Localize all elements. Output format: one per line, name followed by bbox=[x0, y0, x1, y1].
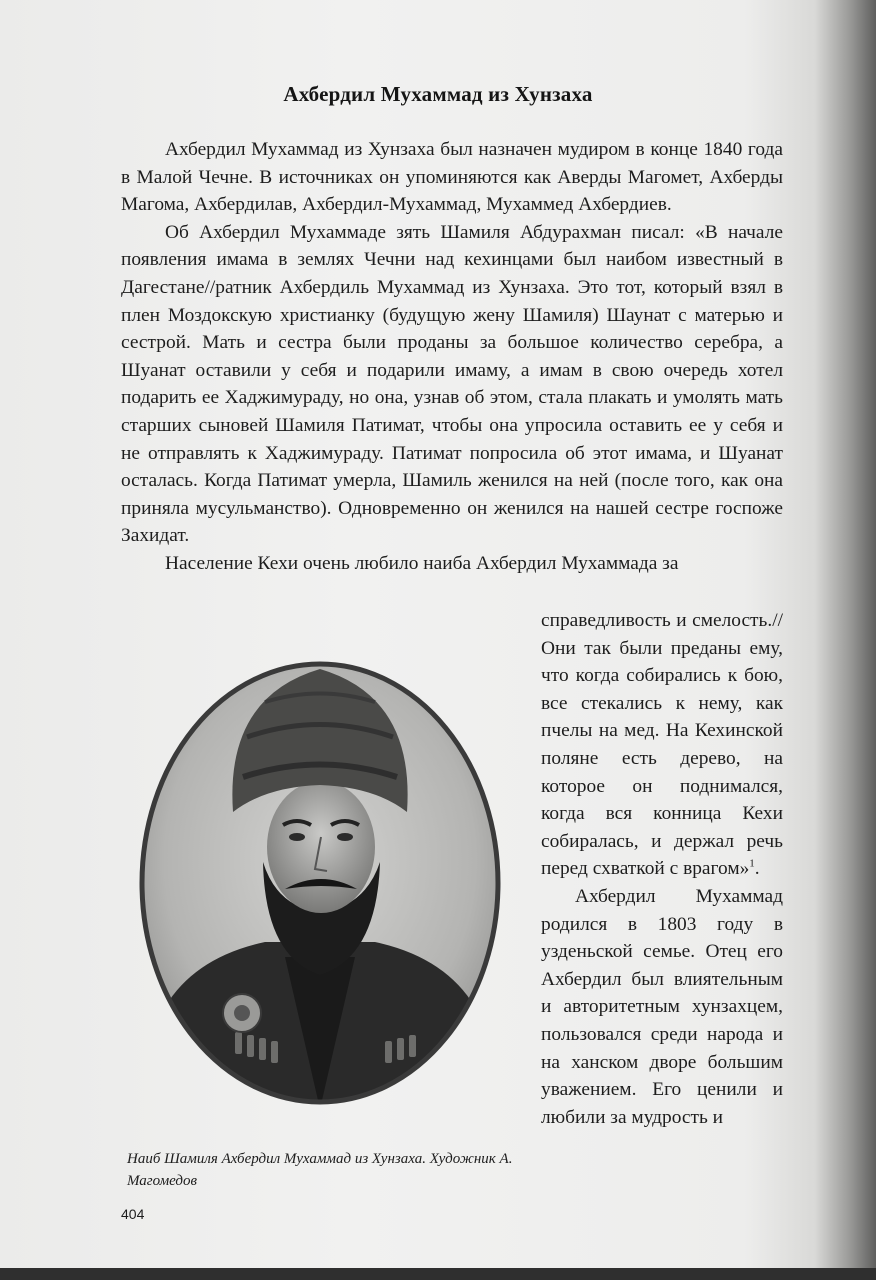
main-text bbox=[121, 136, 783, 578]
paragraph-3-end: . bbox=[754, 858, 760, 880]
portrait-caption: Наиб Шамиля Ахбердил Мухаммад из Хунзаха. Художник А. Магомедов bbox=[127, 1151, 513, 1189]
paragraph-2: Об Ахбердил Мухаммаде зять Шамиля Абдурахман писал: «В начале появления имама в землях Чечни над кехинцами был наибом известный в Дагестане//ратник Ахбердиль Мухаммад из Хунзаха. Это тот, который взял в плен Моздокскую христианку (будущую жену Шамиля) Шаунат с матерью и сестрой. Мать и сестра были проданы за большое количество серебра, а Шуанат оставили у себя и подарили имаму, а имам в свою очередь хотел подарить ее Хаджимураду, но она, узнав об этом, стала плакать и умолять мать старших сыновей Шамиля Патимат, чтобы она упросила оставить ее у себя и не отправлять к Хаджимураду. Патимат попросила об этот имама, и Шуанат осталась. Когда Патимат умерла, Шамиль женился на ней (после того, как она приняла мусульманство). Одновременно он женился на нашей сестре госпоже Захидат. bbox=[121, 221, 783, 547]
page-number: 404 bbox=[121, 1206, 145, 1222]
paragraph-3-rest: справедливость и смелость.//Они так были преданы ему, что когда собирались к бою, все стекались к нему, как пчелы на мед. На Кехинской поляне есть дерево, на которое он поднимался, когда вся конница Кехи собиралась, и держал речь перед схваткой с врагом» bbox=[541, 610, 783, 880]
paragraph-4: Ахбердил Мухаммад родился в 1803 году в узденьской семье. Отец его Ахбердил был влиятельным и авторитетным хунзахцем, пользовался среди народа и на ханском дворе большим уважением. Его ценили и любили за мудрость и bbox=[541, 885, 783, 1128]
portrait-image bbox=[135, 657, 505, 1109]
chapter-title: Ахбердил Мухаммад из Хунзаха bbox=[283, 82, 593, 106]
paragraph-3-first-line bbox=[121, 550, 783, 578]
paragraph-3-line-1: Население Кехи очень любило наиба Ахбердил Мухаммада за bbox=[165, 552, 679, 574]
page-bottom-edge bbox=[0, 1268, 876, 1280]
paragraph-1: Ахбердил Мухаммад из Хунзаха был назначен мудиром в конце 1840 года в Малой Чечне. В источниках он упоминяются как Аверды Магомет, Ахберды Магома, Ахбердилав, Ахбердил-Мухаммад, Мухаммед Ахбердиев. bbox=[121, 139, 783, 216]
side-column-text bbox=[541, 607, 783, 1131]
paragraph-3-continued bbox=[541, 607, 783, 883]
footnote-reference[interactable]: 1 bbox=[749, 857, 755, 870]
